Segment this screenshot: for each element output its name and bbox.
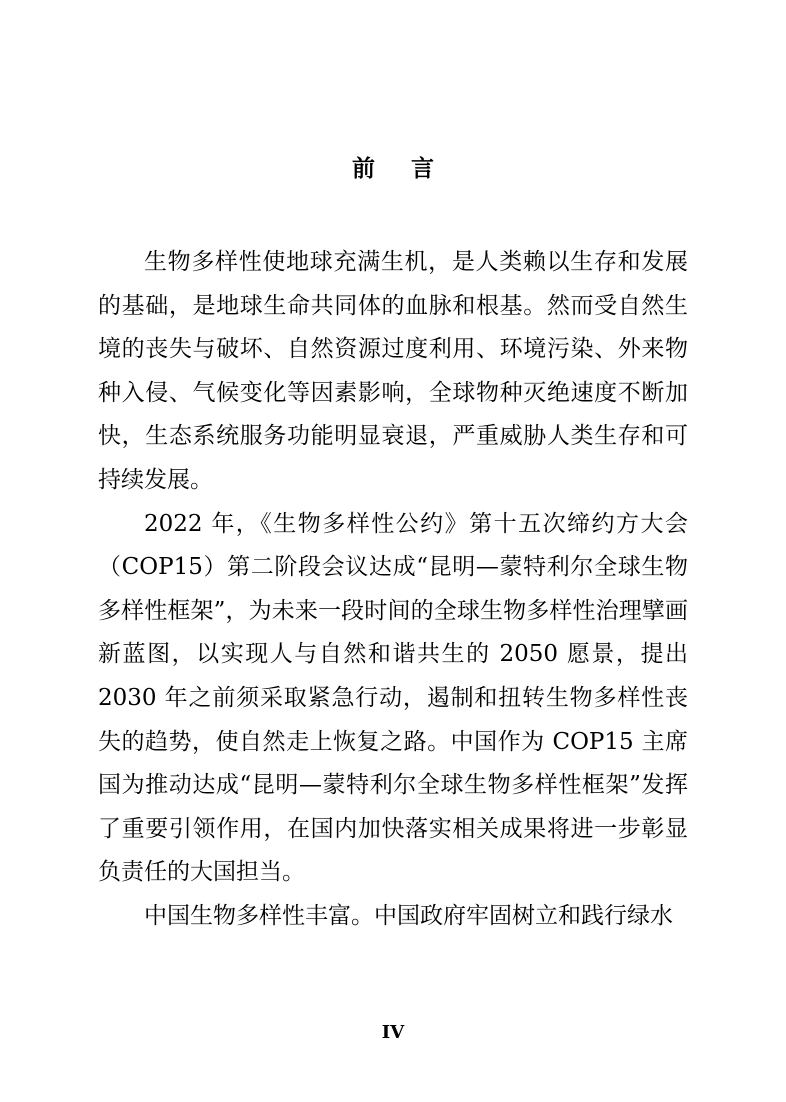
paragraph-1: 生物多样性使地球充满生机，是人类赖以生存和发展的基础，是地球生命共同体的血脉和根基。然而受自然生境的丧失与破坏、自然资源过度利用、环境污染、外来物种入侵、气候变化等因素影响，全球物种灭绝速度不断加快，生态系统服务功能明显衰退，严重威胁人类生存和可持续发展。 [98, 249, 688, 493]
paragraph-3: 中国生物多样性丰富。中国政府牢固树立和践行绿水 [144, 902, 673, 929]
page-title: 前言 [352, 155, 470, 182]
paragraph-2: 2022 年，《生物多样性公约》第十五次缔约方大会（COP15）第二阶段会议达成“昆明—蒙特利尔全球生物多样性框架”，为未来一段时间的全球生物多样性治理擘画新蓝图，以实现人与自然和谐共生的 2050 愿景，提出 2030 年之前须采取紧急行动，遏制和扭转生物多样性丧失的趋势，使自然走上恢复之路。中国作为 COP15 主席国为推动达成“昆明—蒙特利尔全球生物多样性框架”发挥了重要引领作用，在国内加快落实相关成果将进一步彰显负责任的大国担当。 [98, 510, 688, 886]
page-number: IV [381, 1022, 405, 1043]
document-body [98, 241, 688, 939]
